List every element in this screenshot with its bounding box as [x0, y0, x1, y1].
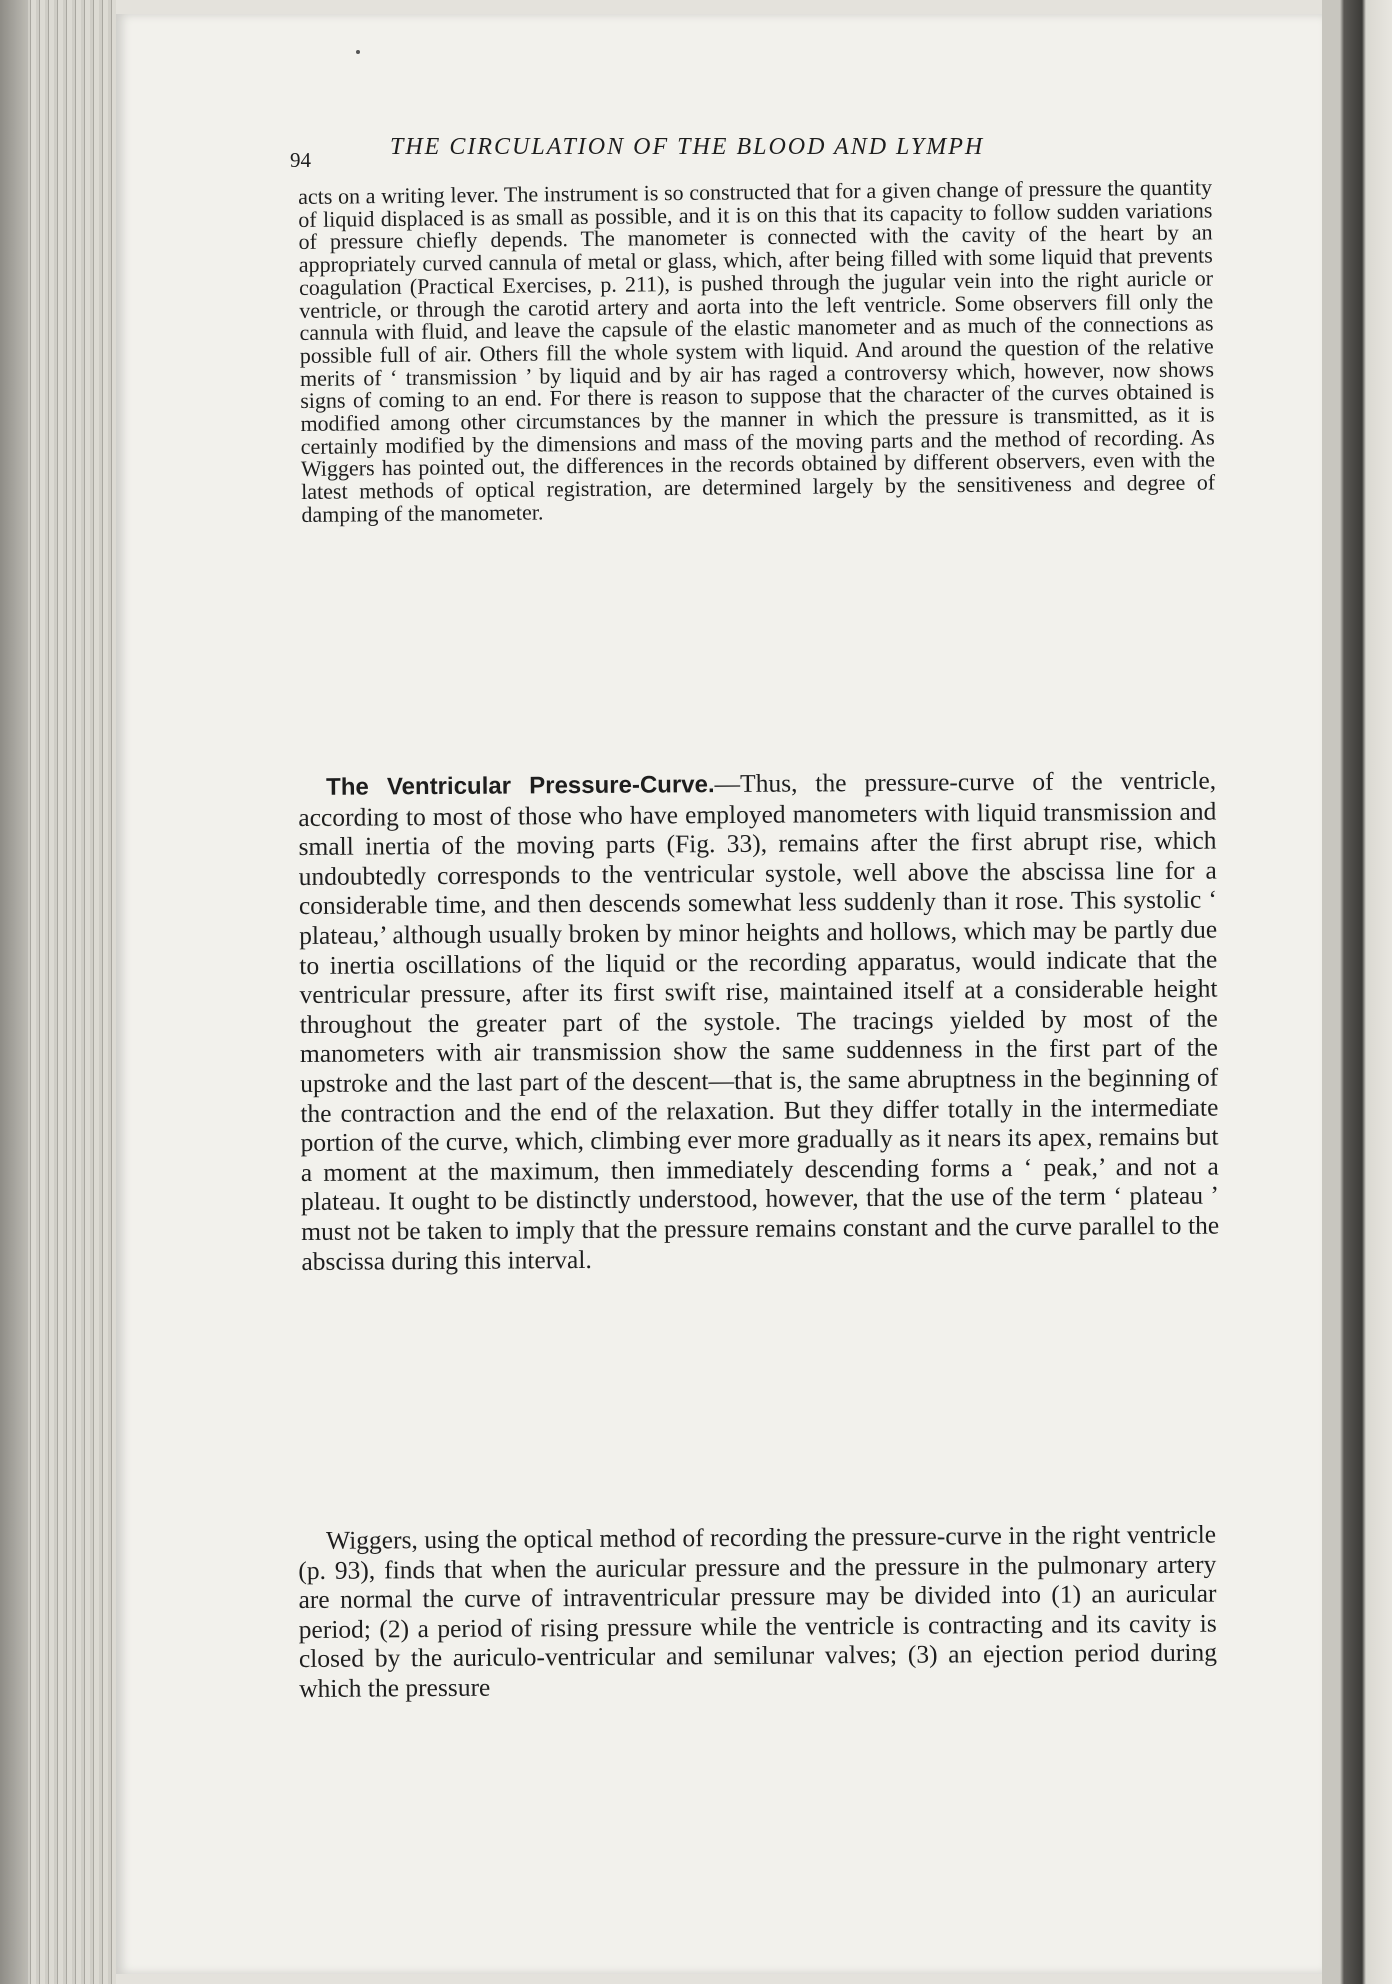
small-print-block: [298, 176, 1216, 526]
page-header: [290, 134, 1110, 174]
book-binding-right: [1322, 0, 1392, 1984]
paragraph-text: —Thus, the pressure-curve of the ventricle, according to most of those who have employed manometers with liquid transmission and small inertia of the moving parts (Fig. 33), remains after the first abrupt rise, which undoubtedly corresponds to the ventricular systole, well above the abscissa line for a considerable time, and then descends somewhat less suddenly than it rose. This systolic ‘ plateau,’ although usually broken by minor heights and hollows, which may be partly due to inertia oscillations of the liquid or the recording apparatus, would indicate that the ventricular pressure, after its first swift rise, maintained itself at a considerable height throughout the greater part of the systole. The tracings yielded by most of the manometers with air transmission show the same suddenness in the first part of the upstroke and the last part of the descent—that is, the same abruptness in the beginning of the contraction and the end of the relaxation. But they differ totally in the intermediate portion of the curve, which, climbing ever more gradually as it nears its apex, remains but a moment at the maximum, then immediately descending forms a ‘ peak,’ and not a plateau. It ought to be distinctly understood, however, that the use of the term ‘ plateau ’ must not be taken to imply that the pressure remains constant and the curve parallel to the abscissa during this interval.: [298, 765, 1220, 1276]
section-heading: The Ventricular Pressure-Curve.: [326, 771, 715, 801]
paper-speck: [356, 50, 360, 54]
book-edge-shadow: [0, 0, 28, 1984]
paragraph-ventricular-curve: [298, 766, 1219, 1276]
section-wiggers: [298, 1520, 1217, 1704]
section-ventricular-pressure: [298, 766, 1219, 1276]
paragraph-wiggers: Wiggers, using the optical method of recording the pressure-curve in the right ventricle (p. 93), finds that when the auricular pressure and the pressure in the pulmonary artery are normal the curve of intraventricular pressure may be divided into (1) an auricular period; (2) a period of rising pressure while the ventricle is contracting and its cavity is closed by the auriculo-ventricular and semilunar valves; (3) an ejection period during which the pressure: [298, 1519, 1218, 1703]
running-title: THE CIRCULATION OF THE BLOOD AND LYMPH: [390, 134, 985, 160]
page-number: 94: [290, 148, 311, 172]
paragraph-manometer: acts on a writing lever. The instrument is so constructed that for a given change of pressure the quantity of liquid displaced is as small as possible, and it is on this that its capacity to follow sudden variations of pressure chiefly depends. The manometer is connected with the cavity of the heart by an appropriately curved cannula of metal or glass, which, after being filled with some liquid that prevents coagulation (Practical Exercises, p. 211), is pushed through the jugular vein into the right auricle or ventricle, or through the carotid artery and aorta into the left ventricle. Some observers fill only the cannula with fluid, and leave the capsule of the elastic manometer and as much of the connections as possible full of air. Others fill the whole system with liquid. And around the question of the relative merits of ‘ transmission ’ by liquid and by air has raged a controversy which, however, now shows signs of coming to an end. For there is reason to suppose that the character of the curves obtained is modified among other circumstances by the manner in which the pressure is transmitted, as it is certainly modified by the dimensions and mass of the moving parts and the method of recording. As Wiggers has pointed out, the differences in the records obtained by different observers, even with the latest methods of optical registration, are determined largely by the sensitiveness and degree of damping of the manometer.: [297, 174, 1216, 527]
